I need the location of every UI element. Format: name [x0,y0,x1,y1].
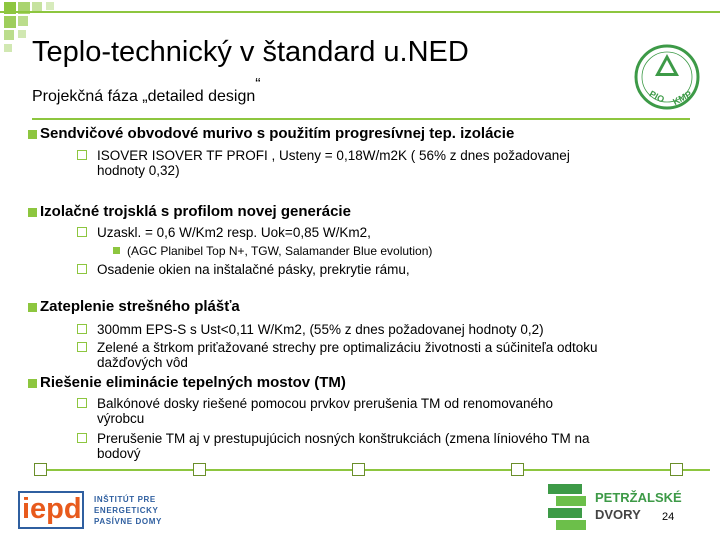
list-item [97,225,697,240]
deco-square [4,30,14,40]
iepd-line: INŠTITÚT PRE [94,495,156,504]
title-rule [32,118,690,120]
pio-kmp-logo [632,42,702,112]
bullet-box-icon [77,433,87,443]
deco-square [18,30,26,38]
list-item [97,262,697,277]
bullet-box-icon [77,342,87,352]
petrzalske-dvory-logo [548,484,590,530]
dvory-text: DVORY [595,507,641,522]
bullet-box-icon [77,324,87,334]
list-item [97,431,697,461]
bullet-box-icon [77,150,87,160]
footer-rule [40,469,710,471]
deco-square [4,44,12,52]
bullet-box-icon [77,227,87,237]
bullet-box-icon [77,398,87,408]
slide-subtitle [32,76,261,106]
pio-text: PIO [647,88,667,105]
item-line: 300mm EPS-S s Ust<0,11 W/Km2, (55% z dnes požadovanej hodnoty 0,2) [97,322,544,337]
item-line: Prerušenie TM aj v prestupujúcich nosných konštrukciách (zmena líniového TM na [97,431,590,446]
item-line: výrobcu [97,411,145,426]
kmp-text: KMP [671,88,694,108]
deco-square [46,2,54,10]
iepd-line: PASÍVNE DOMY [94,517,162,526]
footer-square-icon [352,463,365,476]
sub-item: (AGC Planibel Top N+, TGW, Salamander Blue evolution) [127,244,433,258]
bullet-box-icon [77,264,87,274]
item-line: Osadenie okien na inštalačné pásky, prekrytie rámu, [97,262,410,277]
list-item [97,322,697,337]
section-heading: Riešenie eliminácie tepelných mostov (TM) [40,374,346,391]
footer-square-icon [670,463,683,476]
footer-square-icon [511,463,524,476]
petrzalske-text: PETRŽALSKÉ [595,490,682,505]
subtitle-quote: “ [255,76,261,93]
footer-square-icon [193,463,206,476]
iepd-line: ENERGETICKY [94,506,159,515]
section-heading: Sendvičové obvodové murivo s použitím progresívnej tep. izolácie [40,125,515,142]
item-line: dažďových vôd [97,355,188,370]
item-line: bodový [97,446,141,461]
footer-square-icon [34,463,47,476]
item-line: Balkónové dosky riešené pomocou prvkov prerušenia TM od renomovaného [97,396,554,411]
section-heading: Zateplenie strešného plášťa [40,298,240,315]
slide-title: Teplo-technický v štandard u.NED [32,36,469,68]
item-line: Uzaskl. = 0,6 W/Km2 resp. Uok=0,85 W/Km2, [97,225,371,240]
item-line: ISOVER ISOVER TF PROFI , Usteny = 0,18W/m2K ( 56% z dnes požadovanej [97,148,570,163]
section-heading: Izolačné trojsklá s profilom novej generácie [40,203,351,220]
deco-square [18,16,28,26]
item-line: hodnoty 0,32) [97,163,180,178]
list-item [97,340,702,370]
deco-square [4,16,16,28]
page-number: 24 [662,511,675,523]
list-item [97,396,697,426]
subtitle-text: Projekčná fáza „detailed design [32,88,256,105]
header-rule [0,11,720,13]
item-line: Zelené a štrkom priťažované strechy pre optimalizáciu životnosti a súčiniteľa odtoku [97,340,598,355]
iepd-mark: iepd [22,493,82,525]
list-item [97,148,697,178]
